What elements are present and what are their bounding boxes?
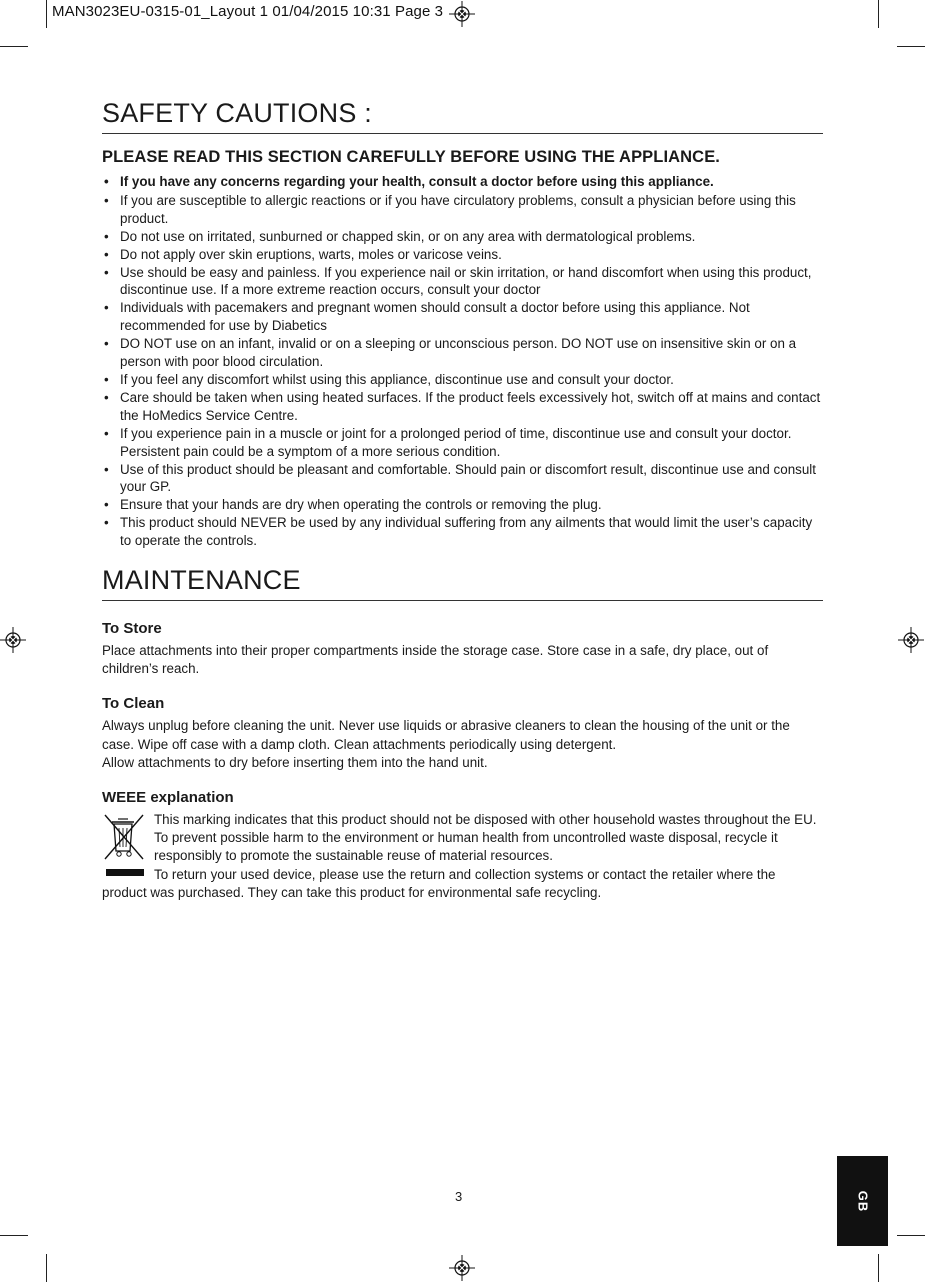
clean-text: Always unplug before cleaning the unit. Never use liquids or abrasive cleaners to clean the housing of the unit or the case. Wipe off case with a damp cloth. Clean attachments periodically using detergent. xyxy=(102,718,790,752)
registration-mark-icon xyxy=(0,627,26,653)
list-item: • Use should be easy and painless. If you experience nail or skin irritation, or hand discomfort when using this product, discontinue use. If a more extreme reaction occurs, consult your doctor xyxy=(102,264,823,300)
language-tab-label: GB xyxy=(855,1190,870,1212)
crop-mark xyxy=(897,1235,925,1236)
safety-heading: SAFETY CAUTIONS : xyxy=(102,95,823,134)
crop-mark xyxy=(0,1235,28,1236)
crop-mark xyxy=(46,0,47,28)
store-title: To Store xyxy=(102,620,162,638)
registration-mark-icon xyxy=(898,627,924,653)
language-tab xyxy=(837,1156,888,1246)
crop-mark xyxy=(878,1254,879,1282)
print-slug: MAN3023EU-0315-01_Layout 1 01/04/2015 10:31 Page 3 xyxy=(52,3,444,20)
clean-text-dry: Allow attachments to dry before inserting them into the hand unit. xyxy=(102,754,488,770)
page-number: 3 xyxy=(455,1189,463,1204)
list-item: • Use of this product should be pleasant and comfortable. Should pain or discomfort result, discontinue use and consult your GP. xyxy=(102,461,823,497)
list-item: • Do not apply over skin eruptions, warts, moles or varicose veins. xyxy=(102,246,823,264)
list-item: • DO NOT use on an infant, invalid or on a sleeping or unconscious person. DO NOT use on insensitive skin or on a person with poor blood circulation. xyxy=(102,335,823,371)
crop-mark xyxy=(0,46,28,47)
crop-mark xyxy=(46,1254,47,1282)
crossed-out-wheelie-bin-icon xyxy=(102,811,146,875)
registration-mark-icon xyxy=(449,1255,475,1281)
list-item: • If you experience pain in a muscle or joint for a prolonged period of time, discontinue use and consult your doctor. Persistent pain could be a symptom of a more serious condition. xyxy=(102,425,823,461)
maintenance-heading: MAINTENANCE xyxy=(102,562,823,601)
clean-title: To Clean xyxy=(102,695,165,713)
maintenance-section xyxy=(102,562,823,902)
store-text: Place attachments into their proper compartments inside the storage case. Store case in a safe, dry place, out of children’s reach. xyxy=(102,643,769,677)
list-item: • Individuals with pacemakers and pregnant women should consult a doctor before using this appliance. Not recommended for use by Diabetics xyxy=(102,299,823,335)
crop-mark xyxy=(878,0,879,28)
weee-bar xyxy=(106,869,144,876)
weee-block xyxy=(102,811,823,902)
page-content xyxy=(102,95,823,902)
list-item: • If you are susceptible to allergic reactions or if you have circulatory problems, consult a physician before using this product. xyxy=(102,192,823,228)
list-item: • If you feel any discomfort whilst using this appliance, discontinue use and consult your doctor. xyxy=(102,371,823,389)
list-item: • Ensure that your hands are dry when operating the controls or removing the plug. xyxy=(102,496,823,514)
weee-text: This marking indicates that this product should not be disposed with other household wastes throughout the EU. To prevent possible harm to the environment or human health from uncontrolled waste disposal, recycle it responsibly to promote the sustainable reuse of material resources. xyxy=(154,812,817,864)
registration-mark-icon xyxy=(449,1,475,27)
list-item: • Do not use on irritated, sunburned or chapped skin, or on any area with dermatological problems. xyxy=(102,228,823,246)
safety-lead: PLEASE READ THIS SECTION CAREFULLY BEFORE USING THE APPLIANCE. xyxy=(102,148,720,166)
safety-list xyxy=(102,173,823,550)
crop-mark xyxy=(897,46,925,47)
list-item: • This product should NEVER be used by any individual suffering from any ailments that would limit the user’s capacity to operate the controls. xyxy=(102,514,823,550)
weee-title: WEEE explanation xyxy=(102,789,234,807)
list-item: • Care should be taken when using heated surfaces. If the product feels excessively hot, switch off at mains and contact the HoMedics Service Centre. xyxy=(102,389,823,425)
list-item: • If you have any concerns regarding your health, consult a doctor before using this appliance. xyxy=(102,173,823,191)
weee-return-text: To return your used device, please use the return and collection systems or contact the retailer where the product was purchased. They can take this product for environmental safe recycling. xyxy=(102,866,776,900)
